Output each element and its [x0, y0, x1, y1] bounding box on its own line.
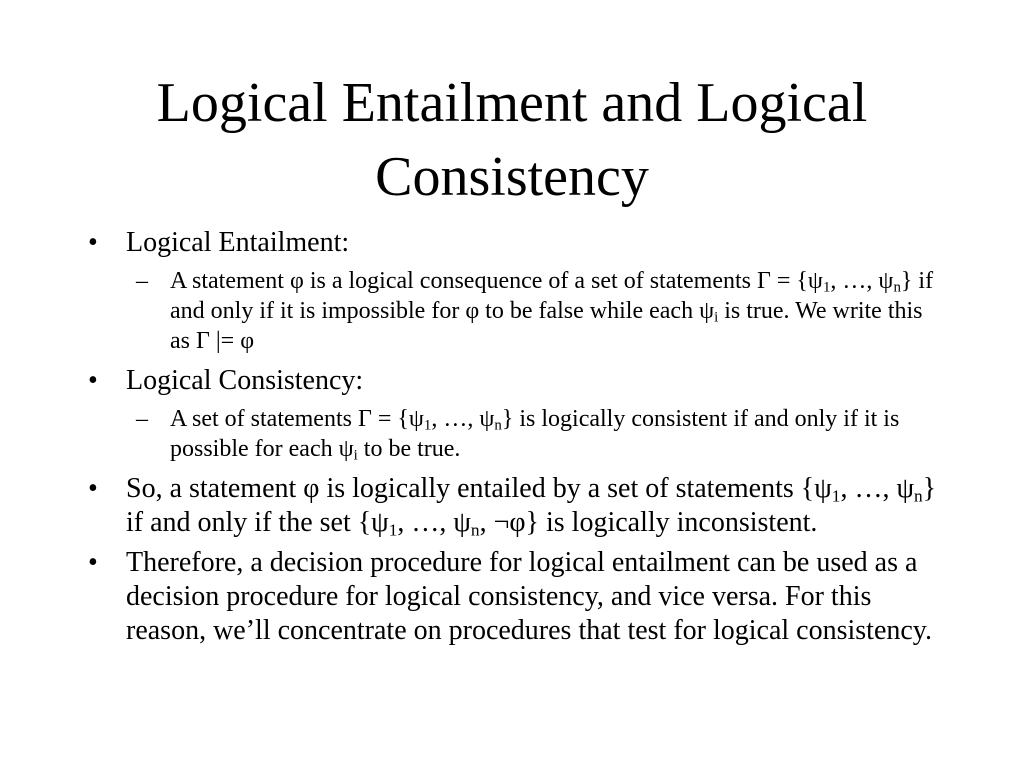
bullet-so-statement: [88, 472, 938, 540]
bullet-text: Logical Entailment:: [126, 227, 350, 258]
bullet-marker: •: [88, 227, 98, 258]
sub-bullet-text: A set of statements $\Gamma = \{\psi_1$, …, $\psi_n$} is logically consistent if and only if it is possible for each $\psi_i$ to be true.: [170, 406, 900, 464]
dash-marker: –: [136, 406, 148, 432]
slide-title: [60, 66, 964, 214]
slide-body: [88, 226, 938, 654]
bullet-text: Therefore, a decision procedure for logical entailment can be used as a decision procedure for logical consistency, and vice versa. For this reason, we’ll concentrate on procedures that test for logical consistency.: [126, 547, 932, 646]
bullet-marker: •: [88, 547, 98, 578]
bullet-marker: •: [88, 473, 98, 504]
sub-bullet-consistency-definition: [136, 404, 938, 464]
bullet-therefore: [88, 546, 938, 648]
bullet-logical-entailment: [88, 226, 938, 260]
bullet-marker: •: [88, 365, 98, 396]
title-line-1: Logical Entailment and Logical: [156, 72, 868, 134]
title-line-2: Consistency: [375, 146, 649, 208]
bullet-text: Logical Consistency:: [126, 365, 364, 396]
sub-bullet-text: A statement φ is a logical consequence of a set of statements $\Gamma = \{\psi_1$, …, $\psi_n$} if and only if it is impossible for φ to be false while each $\psi_i$ is true. We write this as Γ |= φ: [170, 268, 934, 354]
sub-bullet-entailment-definition: [136, 266, 938, 356]
bullet-text: So, a statement φ is logically entailed by a set of statements {$\psi_1$, …, $\psi_n$} if and only if the set {$\psi_1$, …, $\psi_n$, ¬φ} is logically inconsistent.: [126, 473, 937, 540]
dash-marker: –: [136, 268, 148, 294]
bullet-logical-consistency: [88, 364, 938, 398]
